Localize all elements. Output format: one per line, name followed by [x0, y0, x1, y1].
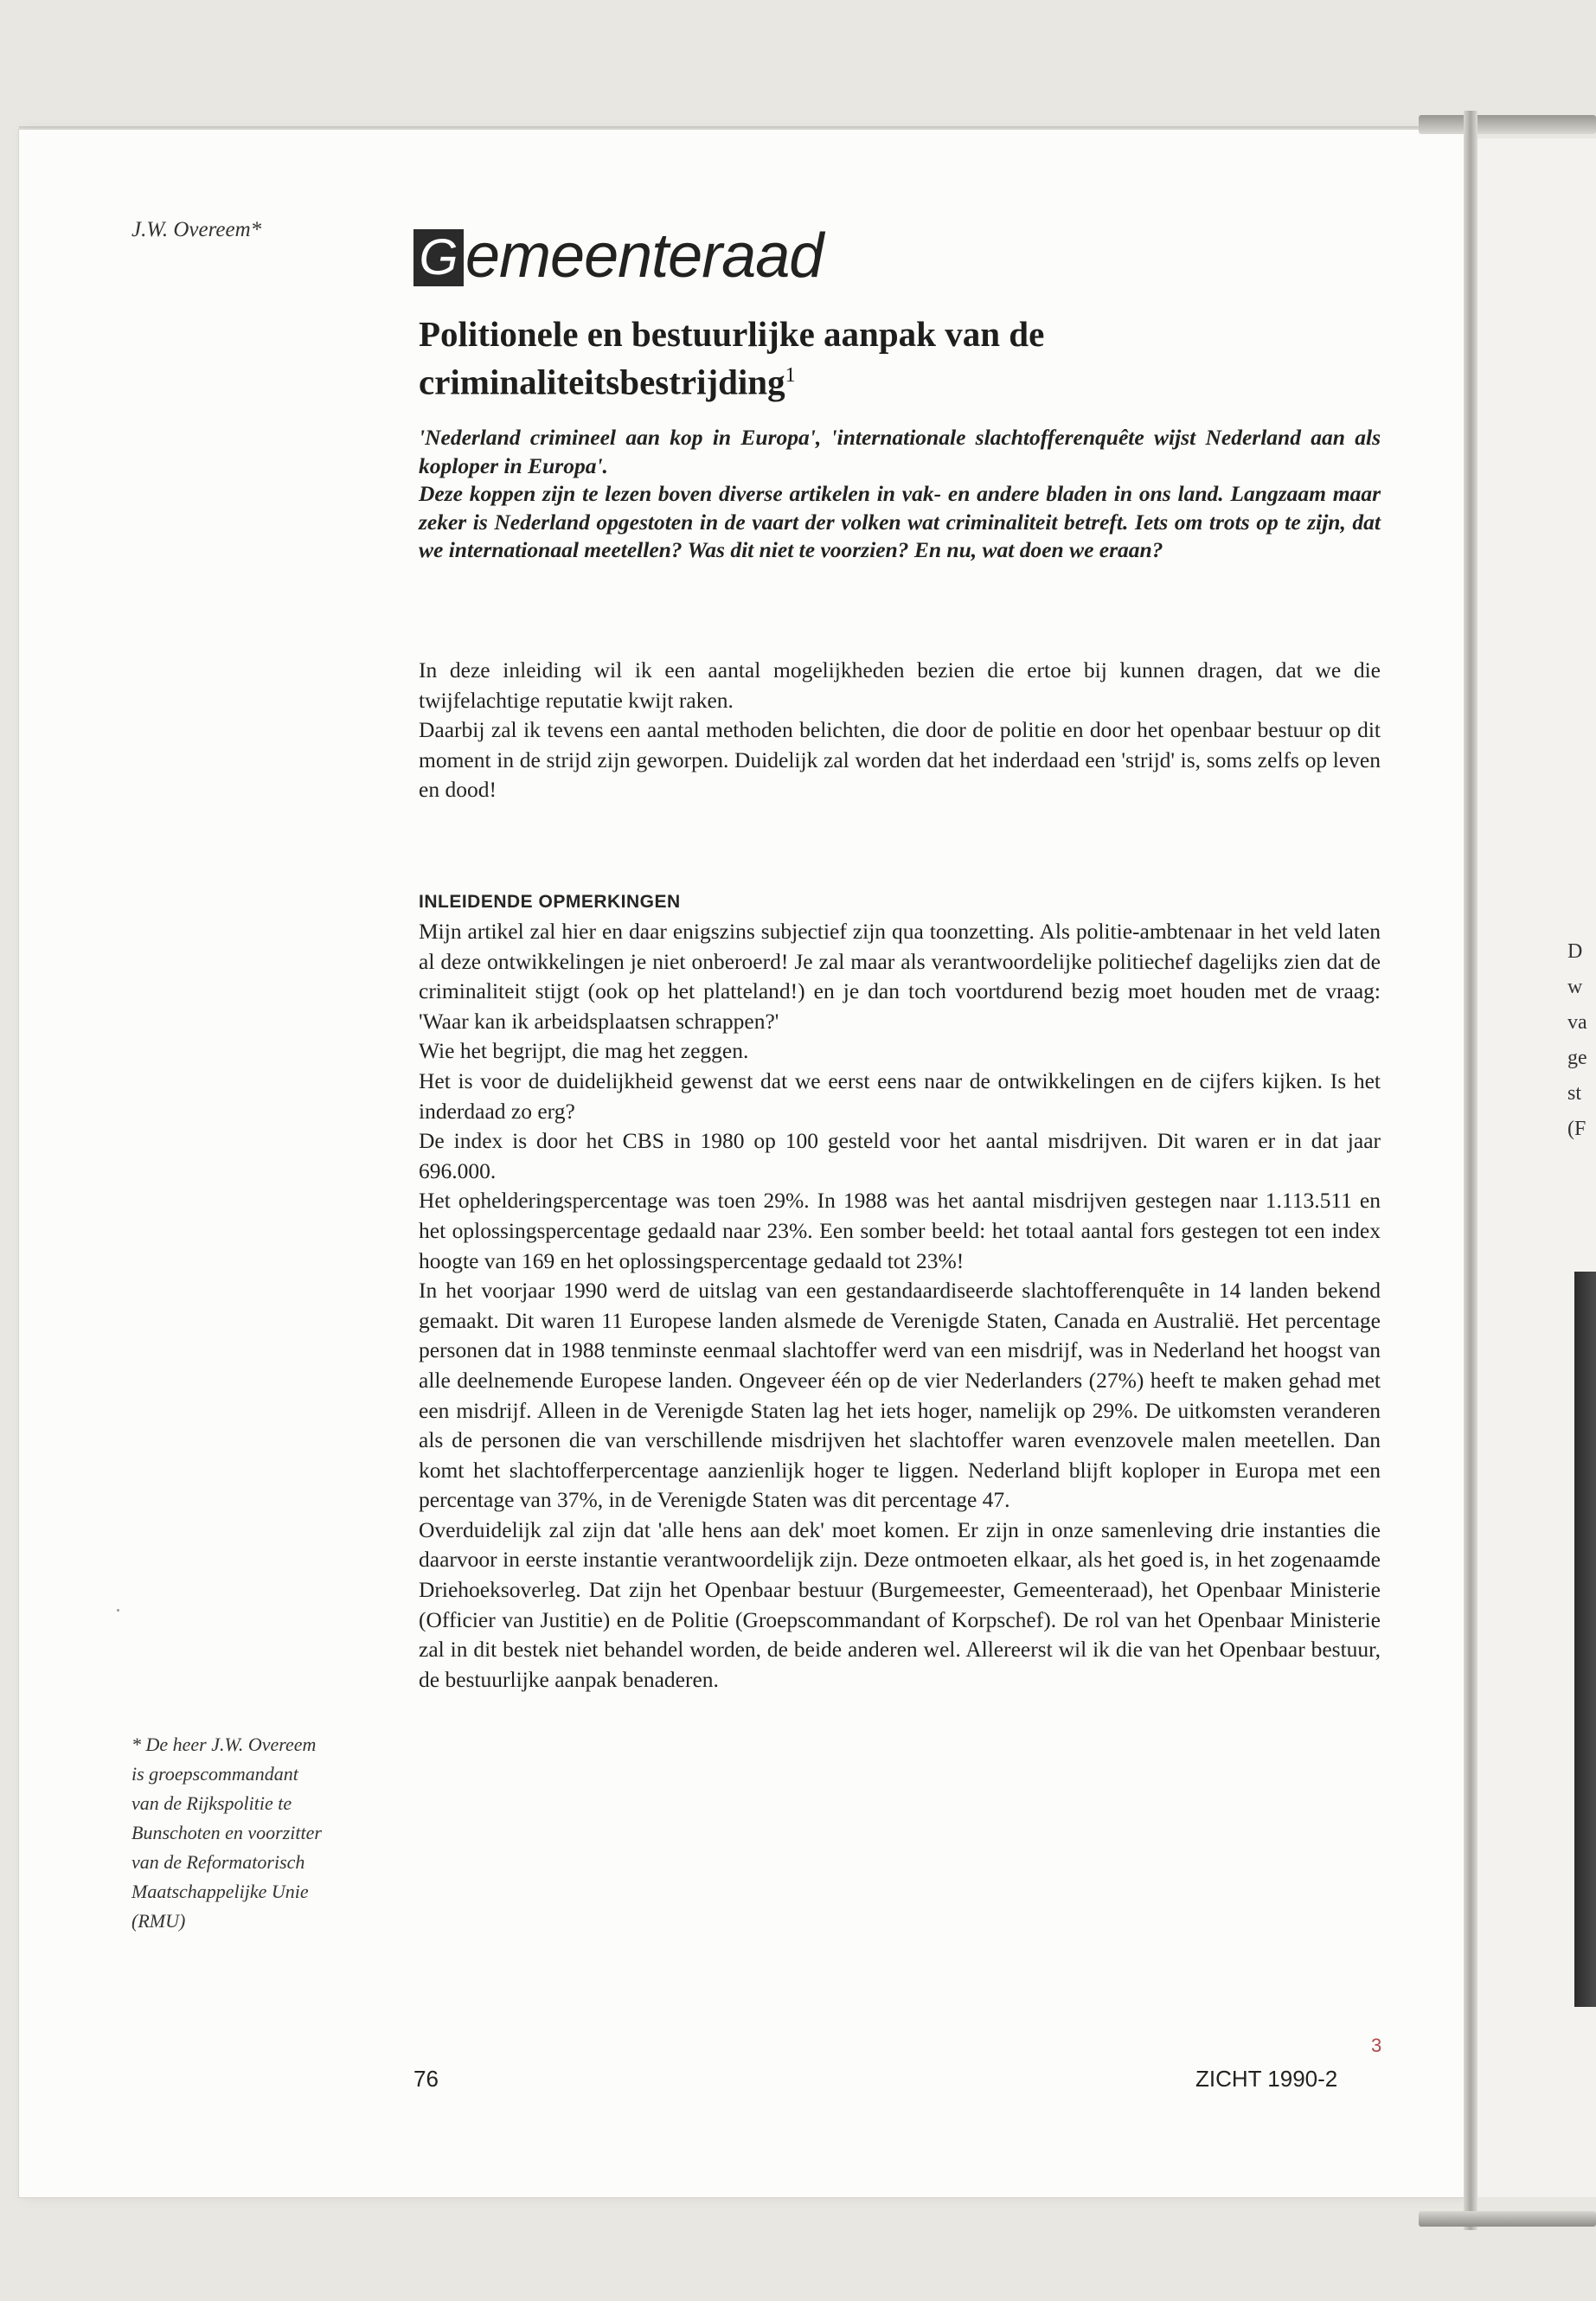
article-lead: [419, 424, 1381, 565]
paragraph: Het ophelderingspercentage was toen 29%. In 1988 was het aantal misdrijven gestegen naar 1.113.511 en het oplossingspercentage gedaald naar 23%. Een somber beeld: het totaal aantal fors gestegen tot een index hoogte van 169 en het oplossingspercentage gedaald tot 23%!: [419, 1188, 1381, 1273]
adjacent-letter: ge: [1567, 1047, 1587, 1069]
author-byline: J.W. Overeem*: [131, 218, 262, 241]
adjacent-letter: D: [1567, 940, 1583, 963]
adjacent-letter: va: [1567, 1011, 1587, 1034]
journal-issue: ZICHT 1990-2: [1195, 2066, 1338, 2092]
article-title: [419, 313, 1405, 403]
subheading: INLEIDENDE OPMERKINGEN: [419, 892, 681, 912]
adjacent-letter: w: [1567, 976, 1583, 998]
paragraph: Wie het begrijpt, die mag het zeggen.: [419, 1038, 749, 1064]
adjacent-letter: (F: [1567, 1118, 1586, 1140]
paragraph: Het is voor de duidelijkheid gewenst dat we eerst eens naar de ontwikkelingen en de cijfers kijken. Is het inderdaad zo erg?: [419, 1067, 1381, 1124]
spine-clip-top: [1419, 115, 1596, 134]
lead-paragraph: 'Nederland crimineel aan kop in Europa', 'internationale slachtofferenquête wijst Nederland aan als koploper in Europa'.: [419, 425, 1381, 478]
paragraph: Daarbij zal ik tevens een aantal methoden belichten, die door de politie en door het openbaar bestuur op dit moment in de strijd zijn geworpen. Duidelijk zal worden dat het inderdaad een 'strijd' is, soms zelfs op leven en dood!: [419, 717, 1381, 803]
introduction: [419, 656, 1381, 805]
adjacent-page-photo: [1574, 1272, 1596, 2007]
spine-clip-bottom: [1419, 2211, 1596, 2227]
paragraph: De index is door het CBS in 1980 op 100 gesteld voor het aantal misdrijven. Dit waren er in dat jaar 696.000.: [419, 1128, 1381, 1183]
handwritten-mark: 3: [1371, 2035, 1382, 2056]
article-title-text: Politionele en bestuurlijke aanpak van de criminaliteitsbestrijding: [419, 314, 1045, 402]
section-header: [413, 221, 824, 291]
paragraph: In het voorjaar 1990 werd de uitslag van een gestandaardiseerde slachtofferenquête in 14 landen bekend gemaakt. Dit waren 11 Europese landen alsmede de Verenigde Staten, Canada en Australië. Het percentage personen dat in 1988 tenminste eenmaal slachtoffer werd van een misdrijf, was in Nederland het hoogst van alle deelnemende Europese landen. Ongeveer één op de vier Nederlanders (27%) heeft te maken gehad met een misdrijf. Alleen in de Verenigde Staten lag het iets hoger, namelijk op 29%. De uitkomsten veranderen als de personen die van verschillende misdrijven het slachtoffer waren evenzovele malen meetellen. Dan komt het slachtofferpercentage aanzienlijk hoger te liggen. Nederland blijft koploper in Europa met een percentage van 37%, in de Verenigde Staten was dit percentage 47.: [419, 1278, 1381, 1513]
page-number: 76: [413, 2066, 439, 2092]
author-footnote: * De heer J.W. Overeem is groepscommandant van de Rijkspolitie te Bunschoten en voorzitter van de Reformatorisch Maatschappelijke Unie (RMU): [131, 1734, 322, 1932]
scan-speck: [117, 1609, 119, 1612]
adjacent-letter: st: [1567, 1082, 1582, 1105]
paragraph: Mijn artikel zal hier en daar enigszins subjectief zijn qua toonzetting. Als politie-ambtenaar in het veld laten al deze ontwikkelingen je niet onberoerd! Je zal maar als verantwoordelijke politiechef dagelijks zien dat de criminaliteit stijgt (ook op het platteland!) en je dan toch voortdurend bezig moet houden met de vraag: 'Waar kan ik arbeidsplaatsen schrappen?': [419, 919, 1381, 1034]
main-text: [419, 888, 1381, 1695]
section-initial: G: [413, 229, 464, 286]
lead-paragraph: Deze koppen zijn te lezen boven diverse artikelen in vak- en andere bladen in ons land. Langzaam maar zeker is Nederland opgestoten in de vaart der volken wat criminaliteit betreft. Iets om trots op te zijn, dat we internationaal meetellen? Was dit niet te voorzien? En nu, wat doen we eraan?: [419, 481, 1381, 562]
adjacent-page-text: [1567, 934, 1593, 1147]
binding-spine: [1464, 111, 1477, 2230]
section-name: emeenteraad: [465, 221, 824, 291]
paragraph: Overduidelijk zal zijn dat 'alle hens aan dek' moet komen. Er zijn in onze samenleving drie instanties die daarvoor in eerste instantie verantwoordelijk zijn. Deze ontmoeten elkaar, als het goed is, in het zogenaamde Driehoeksoverleg. Dat zijn het Openbaar bestuur (Burgemeester, Gemeenteraad), het Openbaar Ministerie (Officier van Justitie) en de Politie (Groepscommandant of Korpschef). De rol van het Openbaar Ministerie zal in dit bestek niet behandel worden, de beide anderen wel. Allereerst wil ik die van het Openbaar bestuur, de bestuurlijke aanpak benaderen.: [419, 1516, 1381, 1692]
title-footnote-ref: 1: [785, 364, 796, 387]
paragraph: In deze inleiding wil ik een aantal mogelijkheden bezien die ertoe bij kunnen dragen, dat we die twijfelachtige reputatie kwijt raken.: [419, 657, 1381, 713]
